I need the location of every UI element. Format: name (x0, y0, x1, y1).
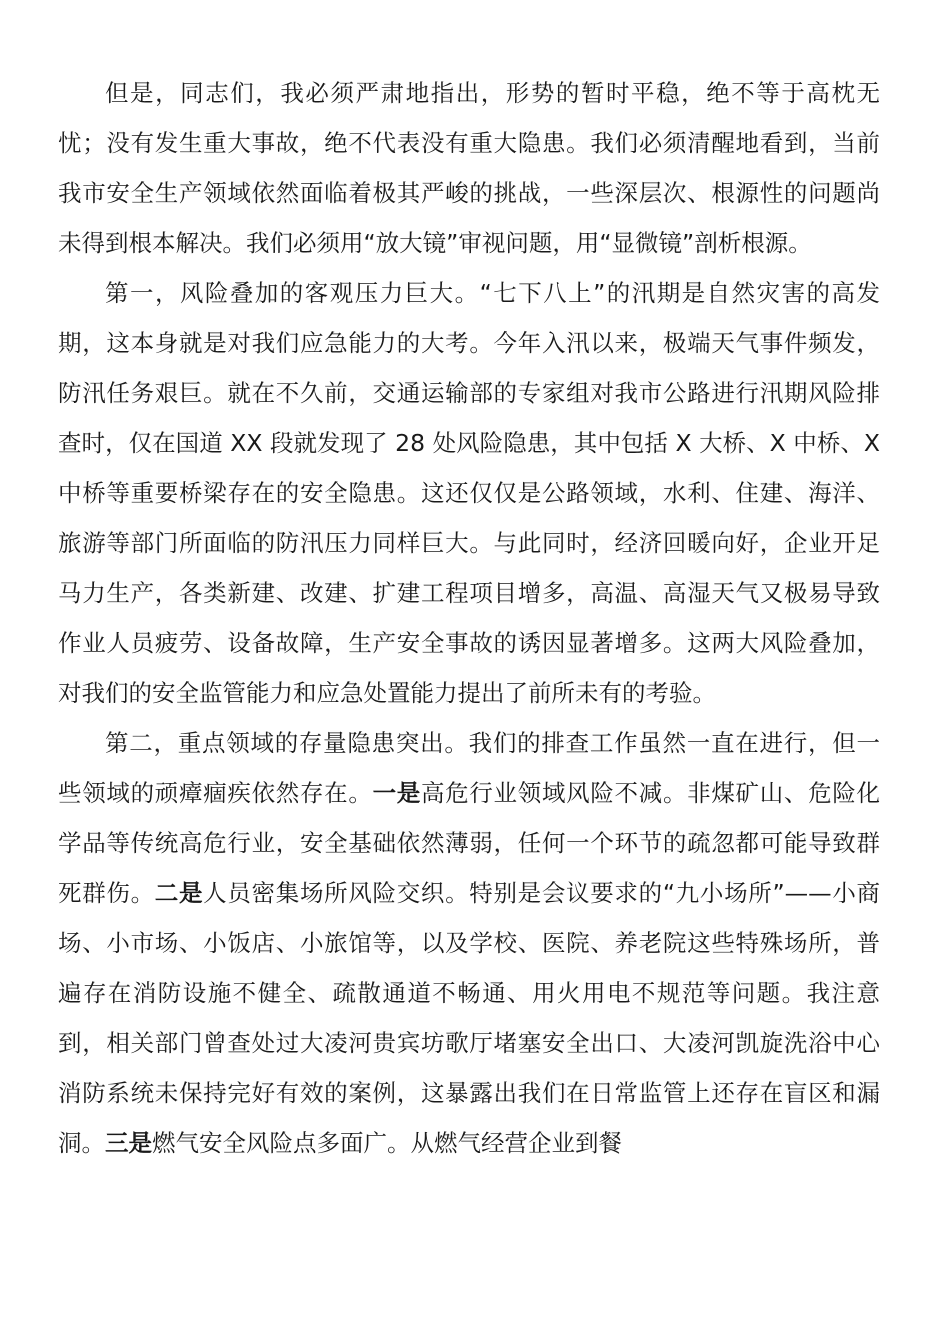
paragraph-2-text: 第一，风险叠加的客观压力巨大。“七下八上”的汛期是自然灾害的高发期，这本身就是对我们应急能力的大考。今年入汛以来，极端天气事件频发，防汛任务艰巨。就在不久前，交通运输部的专家组对我市公路进行汛期风险排查时，仅在国道 XX 段就发现了 28 处风险隐患，其中包括 X 大桥、X 中桥、X 中桥等重要桥梁存在的安全隐患。这还仅仅是公路领域，水利、住建、海洋、旅游等部门所面临的防汛压力同样巨大。与此同时，经济回暖向好，企业开足马力生产，各类新建、改建、扩建工程项目增多，高温、高湿天气又极易导致作业人员疲劳、设备故障，生产安全事故的诱因显著增多。这两大风险叠加，对我们的安全监管能力和应急处置能力提出了前所未有的考验。 (58, 279, 880, 707)
paragraph-3-marker-second: 二是 (154, 879, 204, 907)
paragraph-1-text: 但是，同志们，我必须严肃地指出，形势的暂时平稳，绝不等于高枕无忧；没有发生重大事故，绝不代表没有重大隐患。我们必须清醒地看到，当前我市安全生产领域依然面临着极其严峻的挑战，一些深层次、根源性的问题尚未得到根本解决。我们必须用“放大镜”审视问题，用“显微镜”剖析根源。 (58, 79, 880, 257)
paragraph-2 (58, 268, 880, 718)
paragraph-1 (58, 68, 880, 268)
paragraph-3-marker-third: 三是 (105, 1129, 152, 1157)
paragraph-3-text-second: 人员密集场所风险交织。特别是会议要求的“九小场所”——小商场、小市场、小饭店、小旅馆等，以及学校、医院、养老院这些特殊场所，普遍存在消防设施不健全、疏散通道不畅通、用火用电不规范等问题。我注意到，相关部门曾查处过大凌河贵宾坊歌厅堵塞安全出口、大凌河凯旋洗浴中心消防系统未保持完好有效的案例，这暴露出我们在日常监管上还存在盲区和漏洞。 (58, 879, 881, 1157)
paragraph-3-marker-first: 一是 (372, 779, 421, 807)
paragraph-3-text-third: 燃气安全风险点多面广。从燃气经营企业到餐 (152, 1129, 622, 1157)
paragraph-3-text-first: 高危行业领域风险不减。非煤矿山、危险化学品等传统高危行业，安全基础依然薄弱，任何一个环节的疏忽都可能导致群死群伤。 (58, 779, 881, 907)
paragraph-3 (58, 718, 880, 1168)
document-body (58, 68, 880, 1168)
paragraph-3-text-intro: 第二，重点领域的存量隐患突出。我们的排查工作虽然一直在进行，但一些领域的顽瘴痼疾依然存在。 (58, 729, 880, 807)
